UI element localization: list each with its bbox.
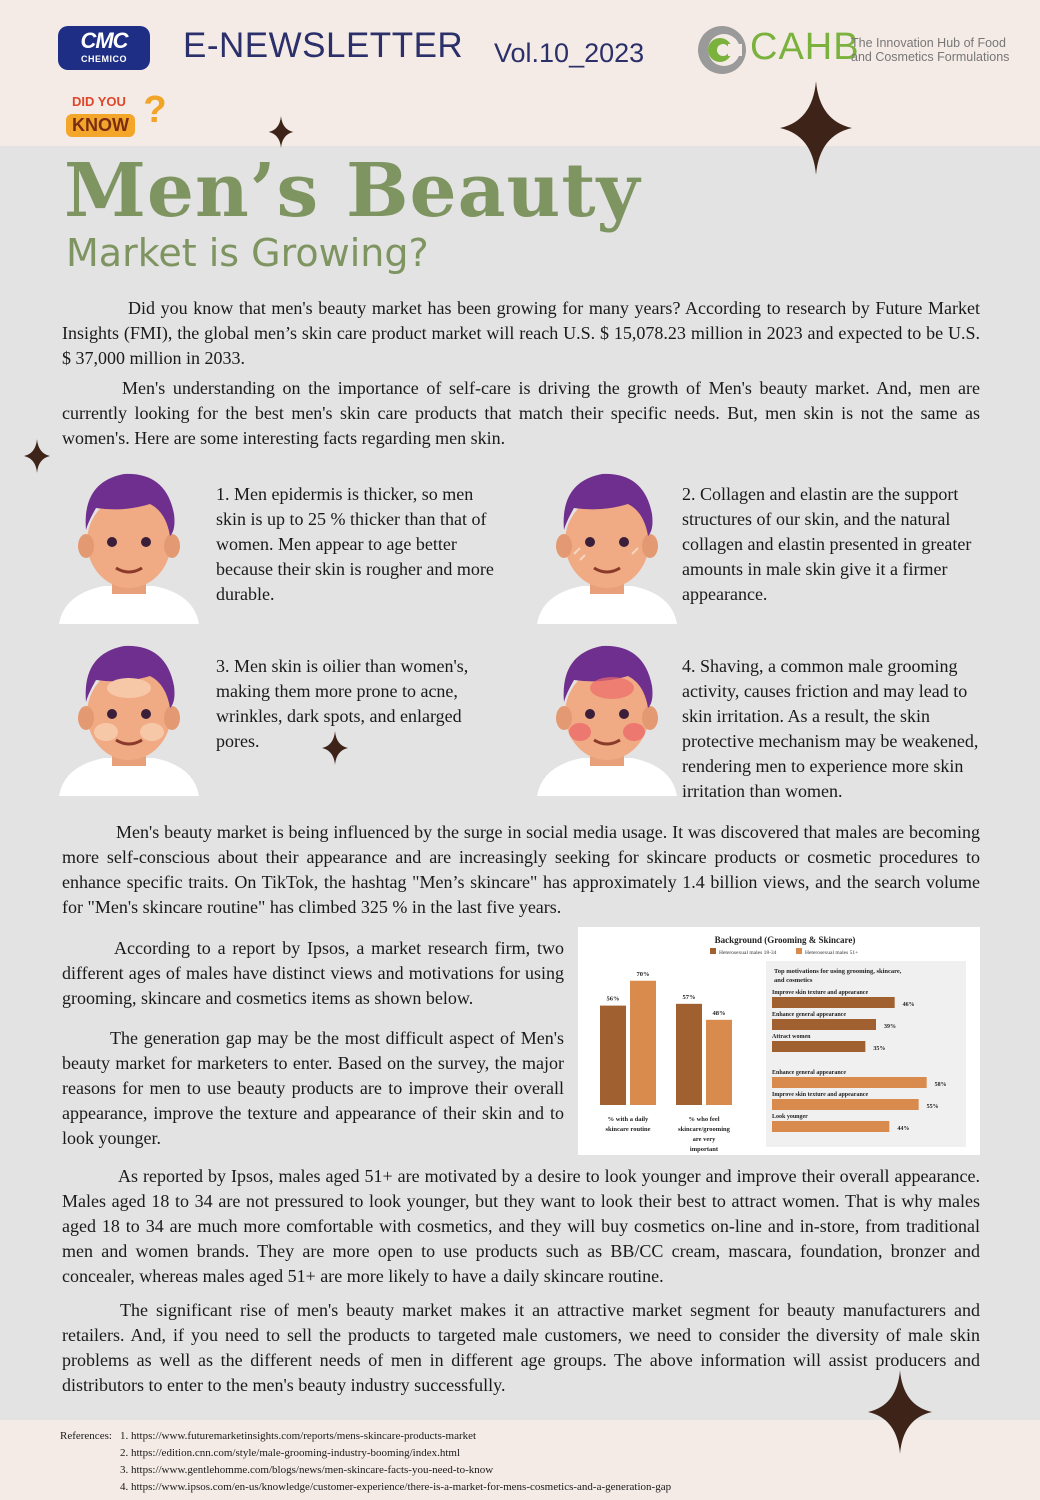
paragraph-conclusion: The significant rise of men's beauty market makes it an attractive market segment for beauty manufacturers and retailers. And, if you need to sell the products to targeted male customers, we need to consider the diversity of male skin problems as well as the different needs of men in different age groups. The above information will assist producers and distributors to enter to the men's beauty industry successfully. — [62, 1300, 980, 1395]
logo-top-text: CMC — [80, 28, 128, 53]
legend-swatch-18-34 — [710, 948, 716, 954]
cahb-wordmark: CAHB — [750, 26, 860, 68]
motivation-value-label: 58% — [934, 1082, 947, 1088]
logo-bottom-text: CHEMICO — [81, 54, 127, 64]
motivation-bar-18-34 — [772, 1041, 865, 1052]
motivation-value-label: 46% — [902, 1002, 915, 1008]
motivation-label: Attract women — [772, 1034, 811, 1040]
legend-label-18-34: Heterosexual males 18-34 — [719, 950, 777, 956]
motivation-value-label: 39% — [884, 1024, 896, 1030]
paragraph-ipsos-report: According to a report by Ipsos, a market research firm, two different ages of males have distinct views and motivations for using grooming, skincare and cosmetics items as shown below. — [62, 938, 564, 1008]
fact-4: 4. Shaving, a common male grooming activity, causes friction and may lead to skin irritation. As a result, the skin protective mechanism may be weakened, rendering men to experience more skin irritation than women. — [682, 656, 979, 801]
badge-line2: KNOW — [66, 114, 135, 137]
category-label: important — [689, 1146, 719, 1153]
motivation-label: Enhance general appearance — [772, 1012, 846, 1018]
motivation-label: Improve skin texture and appearance — [772, 1092, 869, 1098]
motivation-bar-51-plus — [772, 1099, 919, 1110]
motivation-value-label: 55% — [926, 1104, 939, 1110]
fact-1: 1. Men epidermis is thicker, so men skin is up to 25 % thicker than that of women. Men appear to age better because their skin is rougher and more durable. — [216, 484, 494, 604]
motivations-title: Top motivations for using grooming, skincare, — [774, 968, 902, 975]
motivation-label: Look younger — [772, 1114, 808, 1120]
bar-18-34-1 — [676, 1004, 702, 1105]
reference-link-1[interactable]: 1. https://www.futuremarketinsights.com/reports/mens-skincare-products-market — [120, 1430, 477, 1442]
man-face-illustration-4 — [532, 636, 682, 796]
paragraph-generation-gap: The generation gap may be the most difficult aspect of Men's beauty market for marketers to enter. Based on the survey, the major reasons for men to use beauty products are to improve their overall appearance, improve the texture and appearance of their skin and to look younger. — [62, 1028, 564, 1148]
newsletter-title: E-NEWSLETTER — [183, 26, 464, 65]
large-sparkle-star-icon — [780, 78, 852, 178]
category-label: % who feel — [688, 1116, 720, 1123]
main-title: Men’s Beauty — [64, 148, 641, 234]
legend-swatch-51-plus — [796, 948, 802, 954]
volume-label: Vol.10_2023 — [494, 38, 645, 68]
category-label: skincare routine — [605, 1126, 651, 1133]
reference-link-3[interactable]: 3. https://www.gentlehomme.com/blogs/news/men-skincare-facts-you-need-to-know — [120, 1464, 494, 1476]
paragraph-intro: Did you know that men's beauty market has been growing for many years? According to research by Future Market Insights (FMI), the global men’s skin care product market will reach U.S. $ 15,078.23 million in 2023 and expected to be U.S. $ 37,000 million in 2033. — [62, 298, 980, 368]
fact-3: 3. Men skin is oilier than women's, making them more prone to acne, wrinkles, dark spots, and enlarged pores. — [216, 656, 469, 751]
man-face-illustration-1 — [54, 464, 204, 624]
sparkle-star-icon-left — [24, 438, 50, 474]
motivation-value-label: 35% — [873, 1046, 886, 1052]
paragraph-self-care: Men's understanding on the importance of self-care is driving the growth of Men's beauty market. And, men are currently looking for the best men's skin care products that match their specific needs. But, men skin is not the same as women's. Here are some interesting facts regarding men skin. — [62, 378, 980, 448]
paragraph-social-media: Men's beauty market is being influenced by the surge in social media usage. It was discovered that males are becoming more self-conscious about their appearance and are increasingly seeking for skincare products or cosmetic procedures to enhance specific traits. On TikTok, the hashtag "Men’s skincare" has approximately 1.4 billion views, and the search volume for "Men's skincare routine" has climbed 325 % in the last five years. — [62, 822, 980, 917]
motivation-label: Improve skin texture and appearance — [772, 990, 869, 996]
bar-value-label: 70% — [636, 970, 650, 978]
badge-line1: DID YOU — [72, 94, 126, 109]
bar-value-label: 48% — [712, 1009, 726, 1017]
bar-value-label: 56% — [606, 995, 620, 1003]
legend-label-51-plus: Heterosexual males 51+ — [805, 950, 859, 956]
bar-51-plus-0 — [630, 981, 656, 1105]
references-label: References: — [60, 1430, 112, 1442]
subtitle: Market is Growing? — [66, 231, 429, 275]
bar-value-label: 57% — [682, 993, 696, 1001]
fact-2: 2. Collagen and elastin are the support structures of our skin, and the natural collagen and elastin presented in greater amounts in male skin give it a firmer appearance. — [682, 484, 972, 604]
ipsos-chart-svg — [578, 927, 980, 1155]
reference-link-4[interactable]: 4. https://www.ipsos.com/en-us/knowledge/customer-experience/there-is-a-market-for-mens-cosmetics-and-a-generation-gap — [120, 1481, 672, 1493]
chart-title: Background (Grooming & Skincare) — [714, 935, 856, 945]
category-label: skincare/grooming — [678, 1126, 730, 1133]
bar-51-plus-1 — [706, 1020, 732, 1105]
category-label: are very — [692, 1136, 716, 1143]
cmc-chemico-logo — [58, 26, 150, 70]
question-mark-icon: ? — [143, 89, 167, 131]
man-face-illustration-2 — [532, 464, 682, 624]
sparkle-star-icon — [268, 116, 294, 148]
ipsos-chart-panel — [578, 927, 980, 1155]
paragraph-age-groups: As reported by Ipsos, males aged 51+ are motivated by a desire to look younger and improve their overall appearance. Males aged 18 to 34 are not pressured to look younger, but they want to look their best to attract women. That is why males aged 18 to 34 are much more comfortable with cosmetics, and they will buy cosmetics on-line and in-store, from traditional men and women brands. They are more open to use products such as BB/CC cream, mascara, foundation, bronzer and concealer, whereas males aged 51+ are more likely to have a daily skincare routine. — [62, 1166, 980, 1286]
motivations-title: and cosmetics — [774, 977, 813, 984]
motivation-value-label: 44% — [897, 1126, 910, 1132]
motivation-bar-18-34 — [772, 1019, 876, 1030]
motivation-label: Enhance general appearance — [772, 1070, 846, 1076]
cahb-logo-icon — [696, 24, 748, 76]
motivation-bar-18-34 — [772, 997, 895, 1008]
reference-link-2[interactable]: 2. https://edition.cnn.com/style/male-grooming-industry-booming/index.html — [120, 1447, 461, 1459]
category-label: % with a daily — [607, 1116, 649, 1123]
man-face-illustration-3 — [54, 636, 204, 796]
bar-18-34-0 — [600, 1006, 626, 1105]
motivation-bar-51-plus — [772, 1121, 889, 1132]
did-you-know-badge — [62, 89, 182, 148]
cahb-tagline: The Innovation Hub of Food and Cosmetics Formulations — [851, 36, 1010, 64]
motivation-bar-51-plus — [772, 1077, 927, 1088]
